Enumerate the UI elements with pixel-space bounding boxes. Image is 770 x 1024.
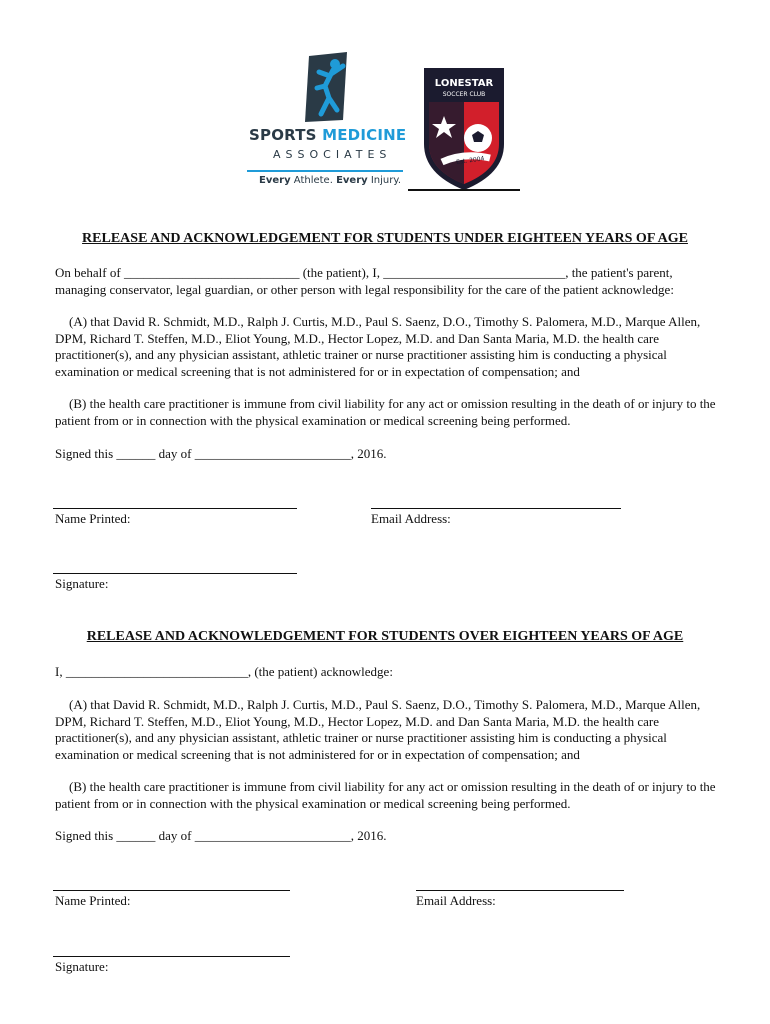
under18-name-label: Name Printed: <box>55 511 131 526</box>
under18-name-line[interactable] <box>53 508 297 509</box>
sma-logo-subtitle: ASSOCIATES <box>273 148 392 161</box>
under18-heading: RELEASE AND ACKNOWLEDGEMENT FOR STUDENTS UNDER EIGHTEEN YEARS OF AGE <box>82 231 688 246</box>
over18-clause-a: (A) that David R. Schmidt, M.D., Ralph J. Curtis, M.D., Paul S. Saenz, D.O., Timothy S. Palomera, M.D., Marque Allen, DPM, Richard T. Steffen, M.D., Eliot Young, M.D., Hector Lopez, M.D. and Dan Santa Maria, M.D. the health care practitioner(s), and any physician assistant, athletic trainer or nurse practitioner assisting him is conducting a physical examination or medical screening that is not administered for or in expectation of compensation; and <box>55 697 701 762</box>
under18-clause-b: (B) the health care practitioner is immune from civil liability for any act or omission resulting in the death of or injury to the patient from or in connection with the physical examination or medical screening being performed. <box>55 396 716 428</box>
lonestar-soccer-club-crest <box>420 66 508 192</box>
over18-name-label: Name Printed: <box>55 893 131 908</box>
club-crest-shield-icon <box>420 66 508 192</box>
crest-underline <box>408 189 520 191</box>
club-crest-name: LONESTAR <box>434 78 494 89</box>
under18-clause-a: (A) that David R. Schmidt, M.D., Ralph J. Curtis, M.D., Paul S. Saenz, D.O., Timothy S. Palomera, M.D., Marque Allen, DPM, Richard T. Steffen, M.D., Eliot Young, M.D., Hector Lopez, M.D. and Dan Santa Maria, M.D. the health care practitioner(s), and any physician assistant, athletic trainer or nurse practitioner assisting him is conducting a physical examination or medical screening that is not administered for or in expectation of compensation; and <box>55 314 701 379</box>
under18-signed-date: Signed this ______ day of ________________________, 2016. <box>55 446 387 461</box>
sports-medicine-associates-logo <box>247 52 407 194</box>
under18-email-line[interactable] <box>371 508 621 509</box>
sma-logo-title <box>249 126 406 144</box>
club-crest-subtitle: SOCCER CLUB <box>442 91 486 98</box>
over18-signed-date: Signed this ______ day of ________________________, 2016. <box>55 828 387 843</box>
under18-signature-label: Signature: <box>55 576 109 591</box>
over18-signature-label: Signature: <box>55 959 109 974</box>
under18-intro: On behalf of ___________________________ (the patient), I, ____________________________, the patient's parent, managing conservator, legal guardian, or other person with legal responsibility for the care of the patient acknowledge: <box>55 265 674 297</box>
over18-signature-line[interactable] <box>53 956 290 957</box>
club-crest-est: Est. 2004 <box>455 155 485 167</box>
athlete-figure-icon <box>303 52 353 122</box>
over18-clause-b: (B) the health care practitioner is immune from civil liability for any act or omission resulting in the death of or injury to the patient from or in connection with the physical examination or medical screening being performed. <box>55 779 716 811</box>
sma-logo-divider <box>247 170 403 172</box>
sma-logo-tagline: Every Athlete. Every Injury. <box>259 175 402 186</box>
over18-email-line[interactable] <box>416 890 624 891</box>
under18-email-label: Email Address: <box>371 511 451 526</box>
over18-name-line[interactable] <box>53 890 290 891</box>
over18-heading: RELEASE AND ACKNOWLEDGEMENT FOR STUDENTS OVER EIGHTEEN YEARS OF AGE <box>86 629 684 644</box>
under18-signature-line[interactable] <box>53 573 297 574</box>
over18-intro: I, ____________________________, (the patient) acknowledge: <box>55 664 393 679</box>
sma-logo-word-sports: SPORTS <box>249 126 317 144</box>
over18-email-label: Email Address: <box>416 893 496 908</box>
sma-logo-word-medicine: MEDICINE <box>322 126 407 144</box>
